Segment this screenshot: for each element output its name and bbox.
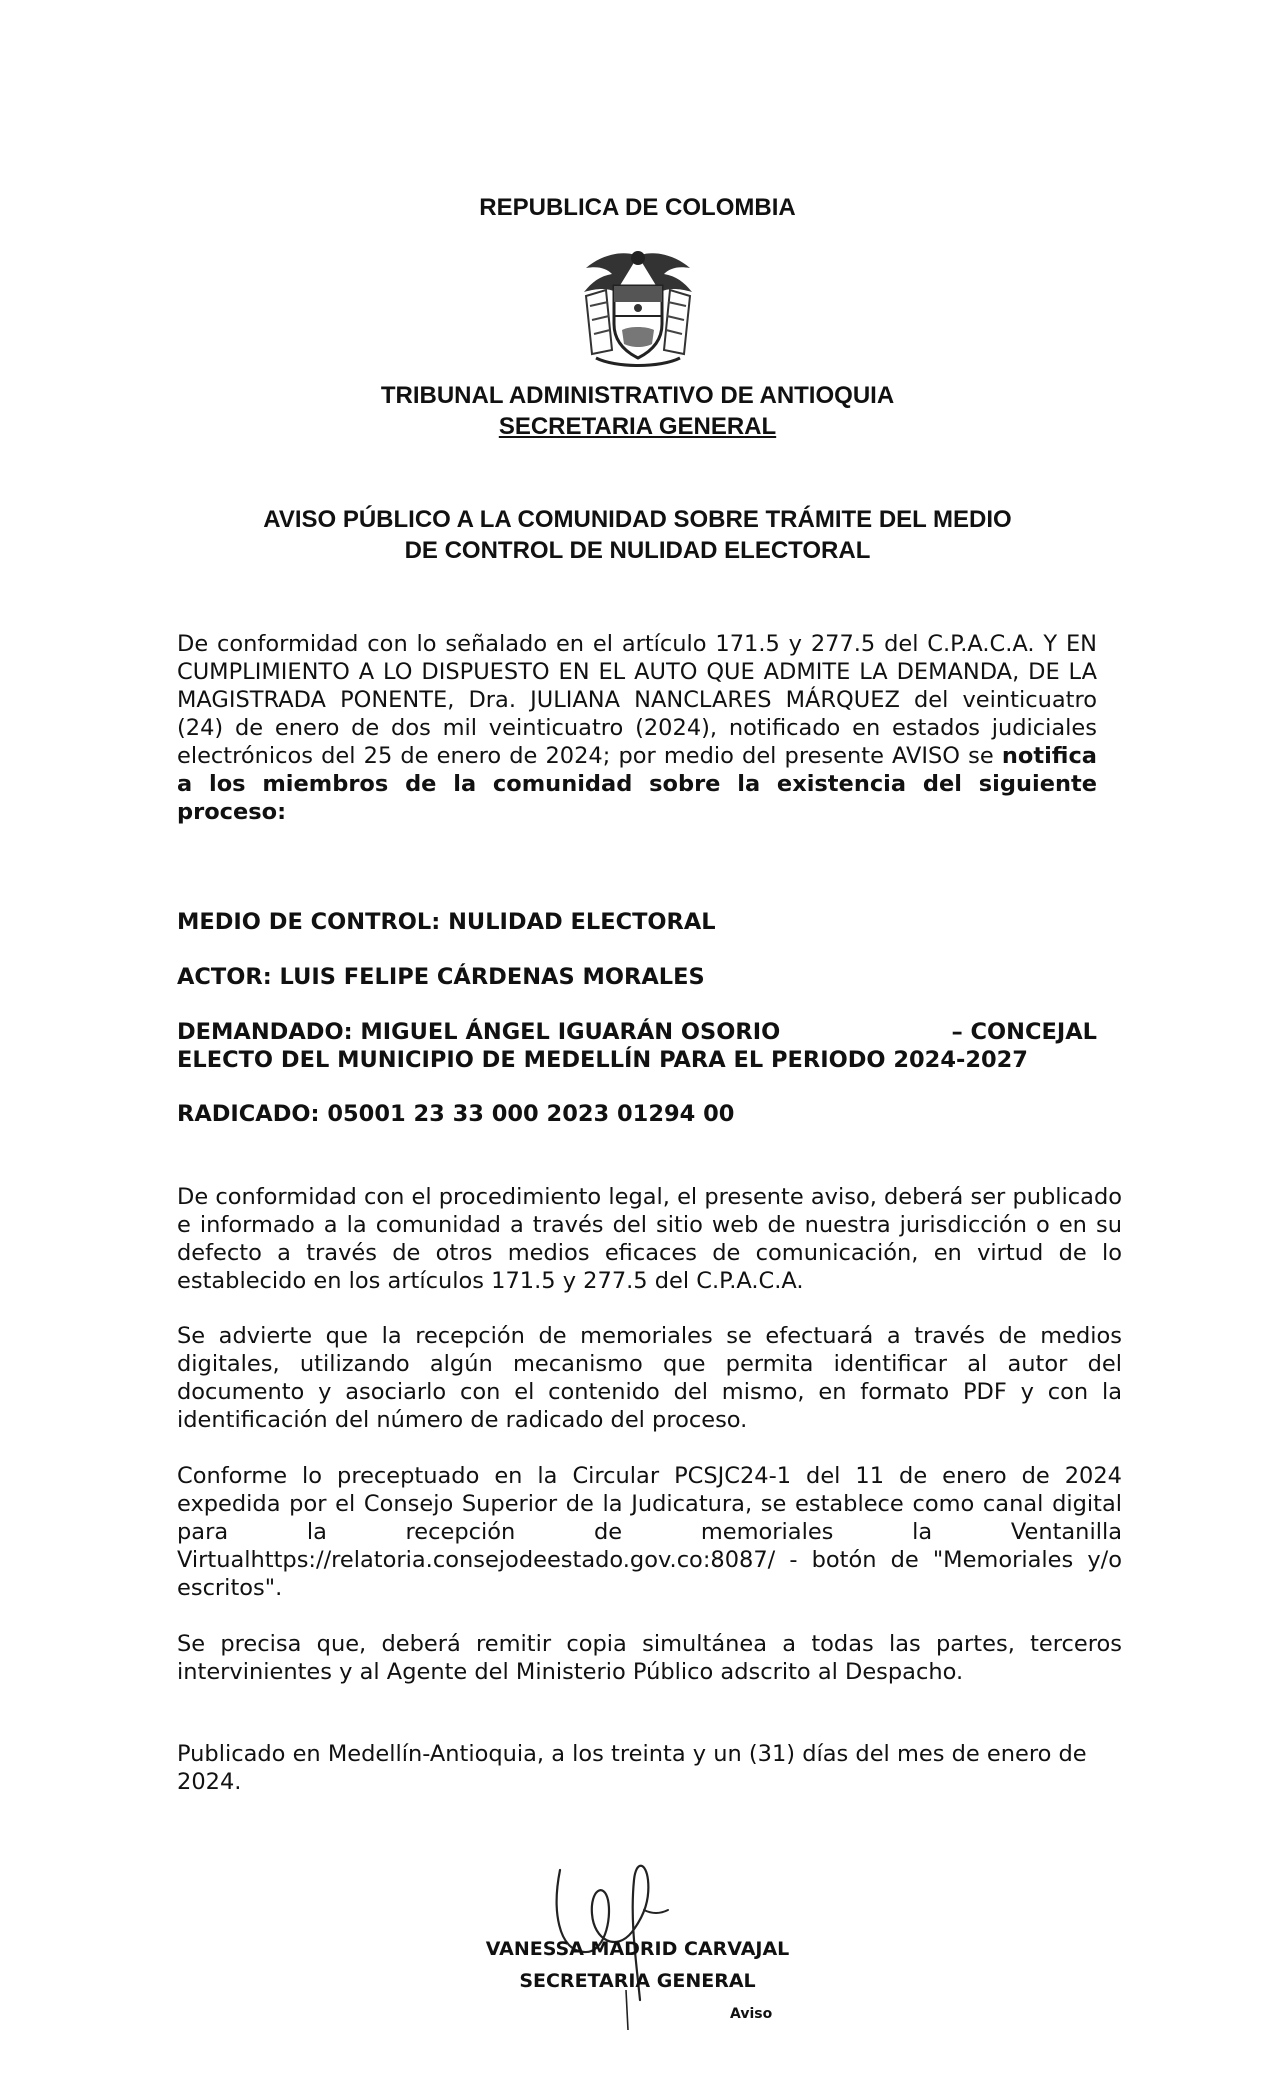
notice-title-line-2: DE CONTROL DE NULIDAD ELECTORAL — [404, 537, 871, 564]
colombia-coat-of-arms-icon — [572, 246, 704, 370]
demandado-line-1 — [177, 1018, 1097, 1046]
notice-title-line-1: AVISO PÚBLICO A LA COMUNIDAD SOBRE TRÁMITE DEL MEDIO — [263, 506, 1012, 533]
intro-text: De conformidad con lo señalado en el artículo 171.5 y 277.5 del C.P.A.C.A. Y EN CUMPLIMIENTO A LO DISPUESTO EN EL AUTO QUE ADMITE LA DEMANDA, DE LA MAGISTRADA PONENTE, Dra. JULIANA NANCLARES MÁRQUEZ del veinticuatro (24) de enero de dos mil veinticuatro (2024), notificado en estados judiciales electrónicos del 25 de enero de 2024; por medio del presente AVISO se — [177, 631, 1097, 769]
office-heading: SECRETARIA GENERAL — [498, 413, 777, 440]
document-type-note: Aviso — [730, 2006, 773, 2022]
medio-de-control: MEDIO DE CONTROL: NULIDAD ELECTORAL — [177, 909, 716, 935]
intro-bold-text: notifica a los miembros de la comunidad sobre la existencia del siguiente proceso: — [177, 743, 1097, 825]
paragraph-memoriales: Se advierte que la recepción de memoriales se efectuará a través de medios digitales, utilizando algún mecanismo que permita identificar al autor del documento y asociarlo con el contenido del mismo, en formato PDF y con la identificación del número de radicado del proceso. — [177, 1323, 1122, 1433]
demandado-name: DEMANDADO: MIGUEL ÁNGEL IGUARÁN OSORIO — [177, 1019, 781, 1045]
tribunal-heading: TRIBUNAL ADMINISTRATIVO DE ANTIOQUIA — [380, 382, 895, 409]
intro-paragraph — [177, 630, 1097, 826]
signatory-name: VANESSA MADRID CARVAJAL — [485, 1938, 790, 1960]
paragraph-publication: De conformidad con el procedimiento legal, el presente aviso, deberá ser publicado e informado a la comunidad a través del sitio web de nuestra jurisdicción o en su defecto a través de otros medios eficaces de comunicación, en virtud de lo establecido en los artículos 171.5 y 277.5 del C.P.A.C.A. — [177, 1184, 1122, 1294]
demandado-line-2: ELECTO DEL MUNICIPIO DE MEDELLÍN PARA EL PERIODO 2024-2027 — [177, 1047, 1028, 1073]
country-heading: REPUBLICA DE COLOMBIA — [479, 194, 796, 221]
actor: ACTOR: LUIS FELIPE CÁRDENAS MORALES — [177, 964, 705, 990]
paragraph-circular: Conforme lo preceptuado en la Circular PCSJC24-1 del 11 de enero de 2024 expedida por el Consejo Superior de la Judicatura, se establece como canal digital para la recepción de memoriales la Ventanilla Virtualhttps://relatoria.consejodeestado.gov.co:8087/ - botón de "Memoriales y/o escritos". — [177, 1463, 1122, 1601]
paragraph-copia: Se precisa que, deberá remitir copia simultánea a todas las partes, terceros intervinientes y al Agente del Ministerio Público adscrito al Despacho. — [177, 1631, 1122, 1685]
radicado: RADICADO: 05001 23 33 000 2023 01294 00 — [177, 1101, 735, 1127]
signatory-role: SECRETARIA GENERAL — [519, 1970, 756, 1992]
demandado-role: – CONCEJAL — [951, 1019, 1097, 1045]
paragraph-publicado: Publicado en Medellín-Antioquia, a los treinta y un (31) días del mes de enero de 2024. — [177, 1741, 1087, 1795]
